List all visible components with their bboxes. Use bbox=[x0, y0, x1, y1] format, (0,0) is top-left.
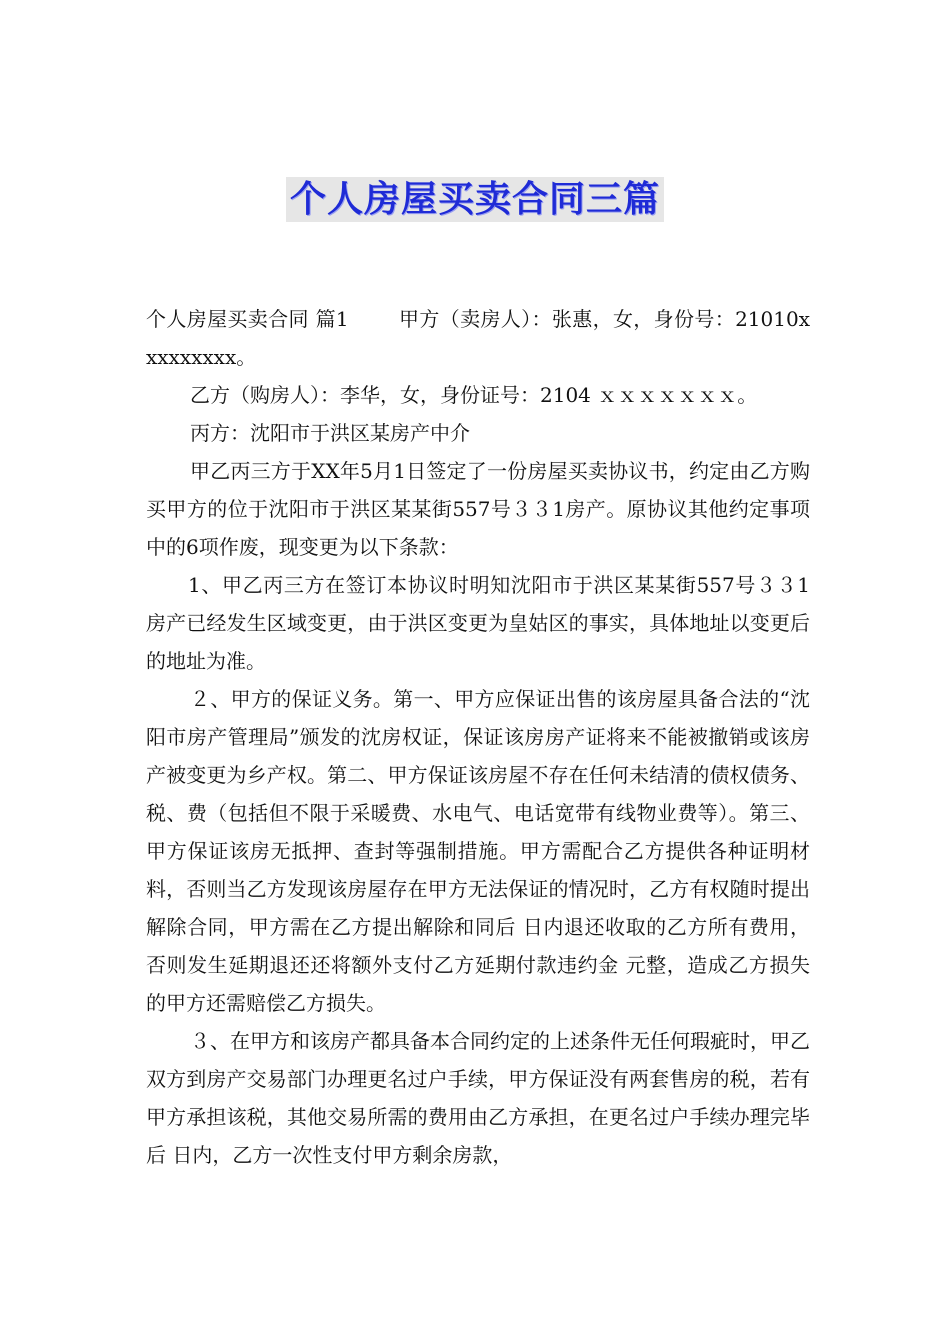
document-body bbox=[146, 300, 810, 1174]
paragraph-party-a bbox=[146, 300, 810, 376]
paragraph-party-c: 丙方：沈阳市于洪区某房产中介 bbox=[190, 421, 470, 445]
contract-heading: 个人房屋买卖合同 篇1 bbox=[146, 307, 349, 331]
clause-3: ３、在甲方和该房产都具备本合同约定的上述条件无任何瑕疵时，甲乙双方到房产交易部门办理更名过户手续，甲方保证没有两套售房的税，若有甲方承担该税，其他交易所需的费用由乙方承担，在更名过户手续办理完毕后 日内，乙方一次性支付甲方剩余房款， bbox=[146, 1029, 810, 1167]
document-title bbox=[0, 170, 950, 230]
paragraph-party-b: 乙方（购房人）：李华，女，身份证号：2104 ｘｘｘｘｘｘｘ。 bbox=[190, 383, 758, 407]
document-title-text: 个人房屋买卖合同三篇 bbox=[286, 177, 664, 222]
clause-1: 1、甲乙丙三方在签订本协议时明知沈阳市于洪区某某街557号３３1房产已经发生区域变更，由于洪区变更为皇姑区的事实，具体地址以变更后的地址为准。 bbox=[146, 573, 810, 673]
clause-2: ２、甲方的保证义务。第一、甲方应保证出售的该房屋具备合法的“沈阳市房产管理局”颁发的沈房权证，保证该房房产证将来不能被撤销或该房产被变更为乡产权。第二、甲方保证该房屋不存在任何未结清的债权债务、税、费（包括但不限于采暖费、水电气、电话宽带有线物业费等）。第三、甲方保证该房无抵押、查封等强制措施。甲方需配合乙方提供各种证明材料，否则当乙方发现该房屋存在甲方无法保证的情况时，乙方有权随时提出解除合同，甲方需在乙方提出解除和同后 日内退还收取的乙方所有费用，否则发生延期退还还将额外支付乙方延期付款违约金 元整，造成乙方损失的甲方还需赔偿乙方损失。 bbox=[146, 687, 810, 1015]
party-a-text: 甲方（卖房人）：张惠，女，身份号：21010xxxxxxxxx。 bbox=[146, 307, 810, 369]
paragraph-agreement: 甲乙丙三方于XX年5月1日签定了一份房屋买卖协议书，约定由乙方购买甲方的位于沈阳市于洪区某某街557号３３1房产。原协议其他约定事项中的6项作废，现变更为以下条款： bbox=[146, 459, 810, 559]
